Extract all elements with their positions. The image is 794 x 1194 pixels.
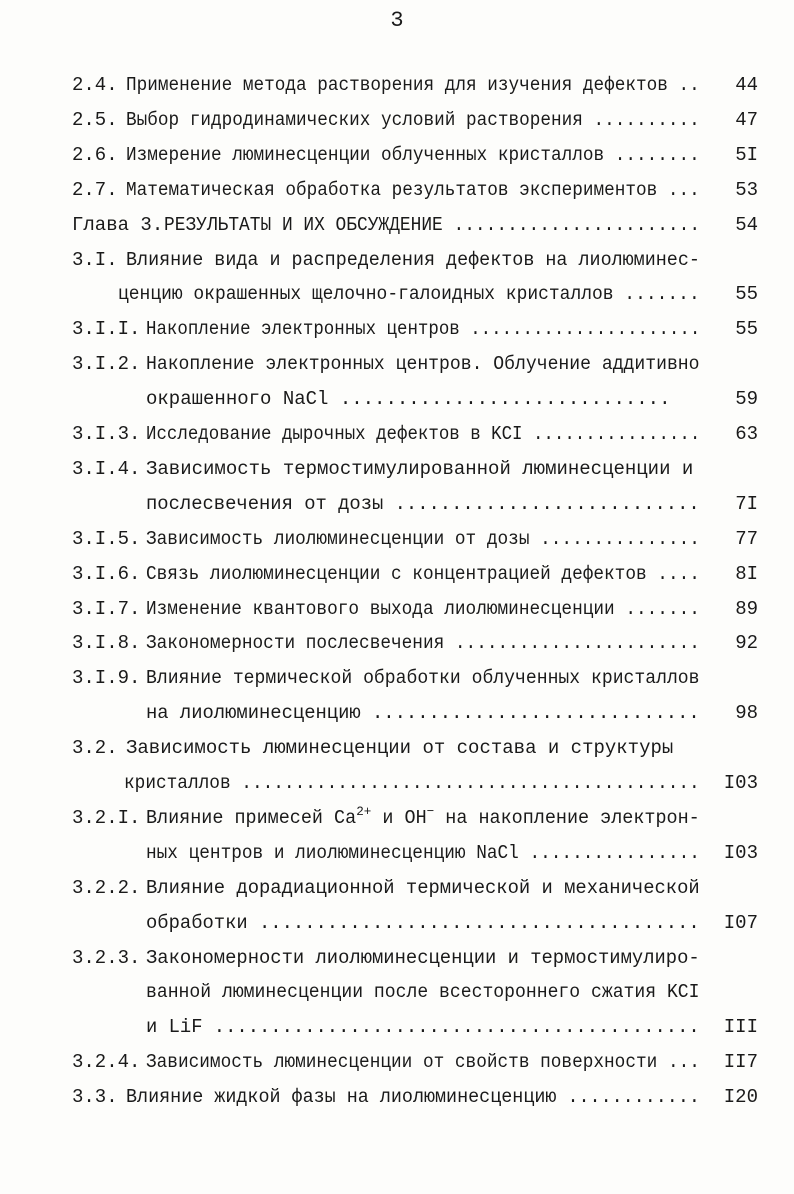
- toc-entry-page: 7I: [735, 492, 758, 515]
- toc-entry-text: Математическая обработка результатов экспериментов ...: [126, 178, 700, 201]
- toc-entry-text: ванной люминесценции после всестороннего сжатия KCI: [146, 981, 700, 1004]
- toc-entry-number: 3.I.2.: [72, 353, 141, 376]
- superscript-charge: 2+: [356, 803, 372, 819]
- toc-entry-text: Зависимость лиолюминесценции от дозы ...............: [146, 527, 700, 550]
- toc-entry-text-part: Влияние примесей Ca: [146, 806, 357, 829]
- toc-entry-text: Влияние вида и распределения дефектов на лиолюминес-: [126, 248, 700, 271]
- toc-entry-number: 2.4.: [72, 74, 118, 96]
- toc-entry-number: 3.I.: [72, 248, 118, 271]
- toc-entry-number: 3.I.8.: [72, 632, 141, 655]
- toc-entry-text: Изменение квантового выхода лиолюминесценции .......: [146, 597, 700, 620]
- toc-entry-text-part: на накопление электрон-: [434, 806, 700, 829]
- toc-entry-text: Применение метода растворения для изучения дефектов ..: [126, 74, 700, 96]
- toc-entry-page: II7: [723, 1051, 758, 1074]
- toc-entry-text: Выбор гидродинамических условий растворения ..........: [126, 108, 700, 131]
- toc-entry-text: Зависимость люминесценции от свойств поверхности ...: [146, 1051, 700, 1074]
- toc-entry-number: 2.5.: [72, 108, 118, 131]
- toc-entry-page: I20: [723, 1086, 758, 1109]
- toc-entry-text: на лиолюминесценцию .............................: [146, 702, 700, 725]
- toc-entry-page: 55: [735, 318, 758, 341]
- toc-entry-page: 47: [735, 108, 758, 131]
- toc-entry-text: Зависимость люминесценции от состава и структуры: [126, 737, 674, 760]
- toc-entry-text: Влияние термической обработки облученных кристаллов: [146, 667, 700, 690]
- toc-entry-number: 3.I.7.: [72, 597, 141, 620]
- toc-entry-number: 2.7.: [72, 178, 118, 201]
- toc-entry-number: 3.2.4.: [72, 1051, 141, 1074]
- toc-entry-page: 44: [735, 74, 758, 96]
- toc-entry-text: Влияние дорадиационной термической и механической: [146, 876, 700, 899]
- toc-entry-text: Накопление электронных центров ......................: [146, 318, 701, 341]
- toc-entry-page: I03: [723, 841, 758, 864]
- toc-entry-number: 3.I.I.: [72, 318, 141, 341]
- toc-entry-page: 63: [735, 423, 758, 445]
- toc-entry-text: Влияние жидкой фазы на лиолюминесценцию ............: [126, 1086, 700, 1109]
- toc-entry-text: и LiF ...........................................: [146, 1016, 700, 1039]
- toc-entry-text: Закономерности послесвечения .......................: [146, 632, 700, 655]
- toc-entry-text: Зависимость термостимулированной люминесценции и: [146, 457, 694, 480]
- toc-entry-text: Исследование дырочных дефектов в KCI ................: [146, 423, 701, 445]
- toc-entry-number: 2.6.: [72, 143, 118, 166]
- toc-entry-number: 3.I.3.: [72, 423, 141, 445]
- toc-entry-page: 89: [735, 597, 758, 620]
- toc-entry-number: 3.I.4.: [72, 457, 141, 480]
- superscript-charge: −: [426, 803, 435, 819]
- toc-entry-page: 53: [735, 178, 758, 201]
- toc-entry-text: послесвечения от дозы ...........................: [146, 492, 700, 515]
- toc-entry-page: 8I: [735, 562, 758, 585]
- toc-entry-page: III: [723, 1016, 758, 1039]
- toc-entry-text: Связь лиолюминесценции с концентрацией дефектов ....: [146, 562, 700, 585]
- toc-entry-text: Накопление электронных центров. Облучение аддитивно: [146, 353, 700, 376]
- toc-entry-number: 3.2.2.: [72, 876, 141, 899]
- toc-entry-number: 3.I.6.: [72, 562, 141, 585]
- toc-entry-text: ных центров и лиолюминесценцию NaCl ................: [146, 841, 700, 864]
- toc-entry-text: РЕЗУЛЬТАТЫ И ИХ ОБСУЖДЕНИЕ .......................: [164, 213, 701, 236]
- toc-entry-number: 3.I.9.: [72, 667, 141, 690]
- toc-entry-number: 3.I.5.: [72, 527, 141, 550]
- toc-entry-page: I07: [723, 911, 758, 934]
- toc-entry-text: окрашенного NaCl .............................: [146, 388, 671, 411]
- toc-entry-page: 54: [735, 213, 758, 236]
- toc-entry-text-part: и OH: [371, 806, 427, 829]
- toc-entry-text: обработки .......................................: [146, 911, 700, 934]
- toc-entry-page: 5I: [735, 143, 758, 166]
- toc-entry-text: [146, 805, 700, 831]
- toc-entry-page: 77: [735, 527, 758, 550]
- toc-entry-number: 3.2.3.: [72, 946, 141, 969]
- toc-entry-number: 3.2.: [72, 737, 118, 760]
- toc-entry-page: 59: [735, 388, 758, 411]
- toc-entry-number: 3.3.: [72, 1086, 118, 1109]
- toc-entry-text: кристаллов ...........................................: [124, 772, 700, 794]
- toc-entry-text: ценцию окрашенных щелочно-галоидных кристаллов .......: [118, 283, 700, 306]
- toc-entry-number: Глава 3.: [72, 213, 164, 236]
- toc-entry-number: 3.2.I.: [72, 806, 141, 829]
- toc-entry-text: Измерение люминесценции облученных кристаллов ........: [126, 143, 700, 166]
- page-number: 3: [390, 8, 404, 33]
- toc-entry-page: 55: [735, 283, 758, 306]
- toc-entry-page: 92: [735, 632, 758, 655]
- toc-entry-page: I03: [723, 772, 758, 794]
- toc-entry-text: Закономерности лиолюминесценции и термостимулиро-: [146, 946, 700, 969]
- toc-entry-page: 98: [735, 702, 758, 725]
